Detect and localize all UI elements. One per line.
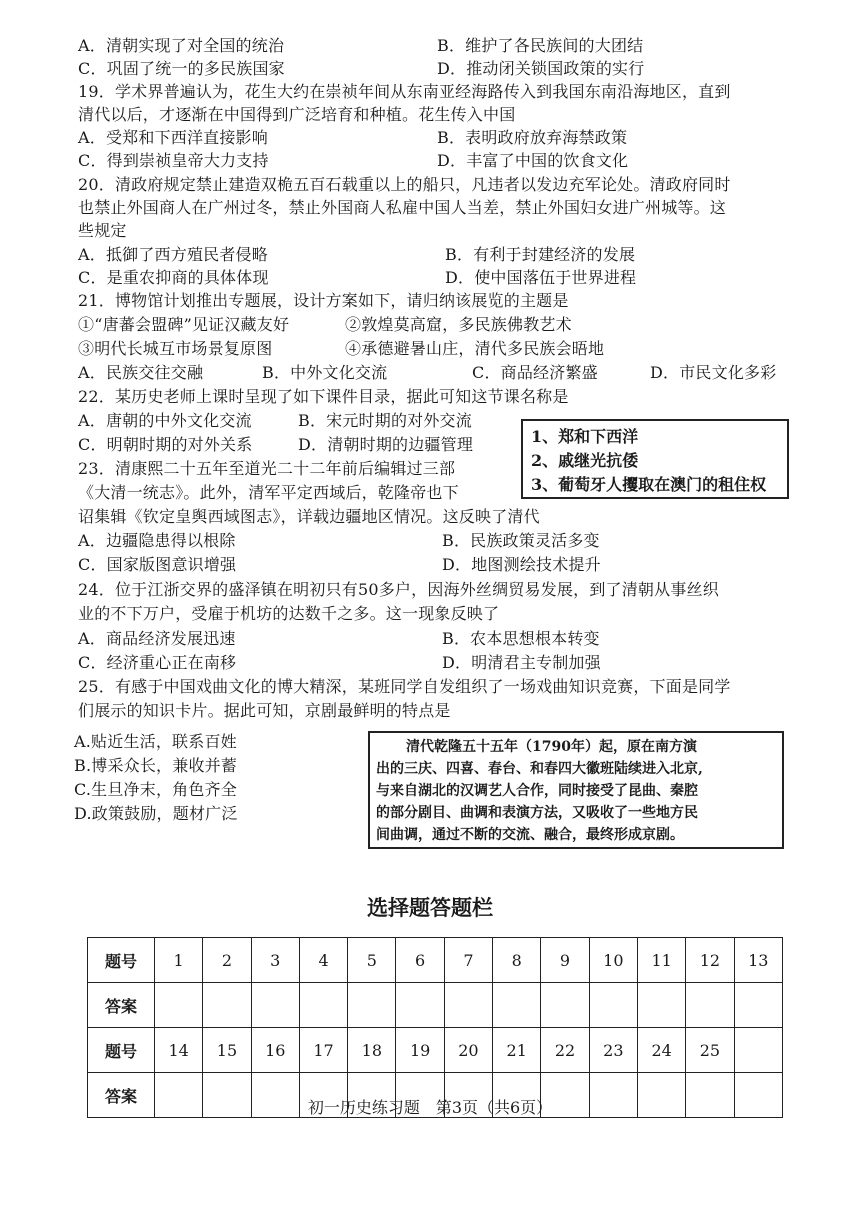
q24-stem-line1: 24．位于江浙交界的盛泽镇在明初只有50多户，因海外丝绸贸易发展，到了清朝从事丝织: [78, 580, 719, 599]
q24-option-a: A．商品经济发展迅速: [78, 629, 236, 648]
answer-cell[interactable]: [493, 983, 541, 1028]
question-number-cell: 20: [444, 1028, 492, 1073]
question-number-cell: 19: [396, 1028, 444, 1073]
q21-option-a: A．民族交往交融: [78, 363, 204, 382]
answer-cell[interactable]: [155, 983, 203, 1028]
q18-option-a: A．清朝实现了对全国的统治: [78, 36, 285, 55]
page-footer: 初一历史练习题 第3页（共6页）: [307, 1098, 553, 1117]
q22-option-b: B．宋元时期的对外交流: [298, 411, 472, 430]
q21-item-1: ①“唐蕃会盟碑”见证汉藏友好: [78, 315, 290, 334]
q23-stem-line2: 《大清一统志》。此外，清军平定西域后，乾隆帝也下: [78, 483, 459, 502]
question-number-cell: 24: [637, 1028, 685, 1073]
q20-option-c: C．是重农抑商的具体体现: [78, 268, 269, 287]
question-number-cell: 1: [155, 938, 203, 983]
question-number-cell: 5: [348, 938, 396, 983]
answer-cell[interactable]: [734, 983, 782, 1028]
q24-stem-line2: 业的不下万户，受雇于机坊的达数千之多。这一现象反映了: [78, 604, 500, 623]
answer-cell[interactable]: [541, 983, 589, 1028]
q22-option-a: A．唐朝的中外文化交流: [78, 411, 252, 430]
question-number-cell: 14: [155, 1028, 203, 1073]
q25-option-d: D.政策鼓励，题材广泛: [74, 804, 238, 823]
question-number-cell: 12: [686, 938, 734, 983]
q21-option-b: B．中外文化交流: [262, 363, 388, 382]
question-number-cell: 15: [203, 1028, 251, 1073]
answer-cell[interactable]: [444, 983, 492, 1028]
q24-option-b: B．农本思想根本转变: [442, 629, 600, 648]
q23-stem-line3: 诏集辑《钦定皇舆西域图志》，详载边疆地区情况。这反映了清代: [78, 507, 540, 526]
q21-item-4: ④承德避暑山庄，清代多民族会晤地: [345, 339, 605, 358]
question-number-cell: [734, 1028, 782, 1073]
question-number-cell: 23: [589, 1028, 637, 1073]
question-number-cell: 8: [493, 938, 541, 983]
question-number-cell: 18: [348, 1028, 396, 1073]
question-number-cell: 9: [541, 938, 589, 983]
q21-option-d: D．市民文化多彩: [650, 363, 777, 382]
q20-stem-line2: 也禁止外国商人在广州过冬，禁止外国商人私雇中国人当差，禁止外国妇女进广州城等。这: [78, 198, 727, 217]
q22-outline-item-2: 2、戚继光抗倭: [531, 451, 639, 470]
question-number-cell: 17: [299, 1028, 347, 1073]
q21-stem: 21．博物馆计划推出专题展，设计方案如下，请归纳该展览的主题是: [78, 291, 569, 310]
q25-stem-line1: 25．有感于中国戏曲文化的博大精深，某班同学自发组织了一场戏曲知识竞赛，下面是同学: [78, 677, 731, 696]
q20-stem-line3: 些规定: [78, 221, 127, 240]
answer-cell[interactable]: [251, 983, 299, 1028]
q21-item-3: ③明代长城互市场景复原图: [78, 339, 273, 358]
question-number-cell: 13: [734, 938, 782, 983]
answer-cell[interactable]: [299, 983, 347, 1028]
q25-option-b: B.博采众长，兼收并蓄: [74, 756, 238, 775]
answer-label-cell: 答案: [88, 1073, 155, 1118]
q25-card-line-3: 与来自湖北的汉调艺人合作，同时接受了昆曲、秦腔: [376, 783, 698, 799]
q25-card-line-1: 清代乾隆五十五年（1790年）起，原在南方演: [406, 739, 697, 755]
q20-stem-line1: 20．清政府规定禁止建造双桅五百石载重以上的船只，凡违者以发边充军论处。清政府同时: [78, 175, 731, 194]
q24-option-d: D．明清君主专制加强: [442, 653, 601, 672]
q19-stem-line1: 19．学术界普遍认为，花生大约在崇祯年间从东南亚经海路传入到我国东南沿海地区，直到: [78, 82, 731, 101]
question-number-cell: 4: [299, 938, 347, 983]
table-row: [88, 938, 783, 983]
q25-knowledge-card: [368, 731, 784, 849]
question-number-cell: 11: [637, 938, 685, 983]
q25-option-c: C.生旦净末，角色齐全: [74, 780, 237, 799]
question-number-cell: 3: [251, 938, 299, 983]
question-number-cell: 25: [686, 1028, 734, 1073]
answer-table: [87, 937, 783, 1118]
answer-cell[interactable]: [589, 983, 637, 1028]
q23-option-d: D．地图测绘技术提升: [442, 555, 601, 574]
q23-stem-line1: 23．清康熙二十五年至道光二十二年前后编辑过三部: [78, 459, 456, 478]
q21-option-c: C．商品经济繁盛: [472, 363, 598, 382]
question-number-cell: 22: [541, 1028, 589, 1073]
answer-cell[interactable]: [203, 983, 251, 1028]
answer-cell[interactable]: [686, 983, 734, 1028]
q22-courseware-outline-box: [521, 419, 789, 499]
q22-outline-item-3: 3、葡萄牙人攫取在澳门的租住权: [531, 475, 767, 494]
answer-label-cell: 答案: [88, 983, 155, 1028]
q19-option-d: D．丰富了中国的饮食文化: [437, 151, 629, 170]
q23-option-c: C．国家版图意识增强: [78, 555, 237, 574]
q18-option-c: C．巩固了统一的多民族国家: [78, 59, 285, 78]
q18-option-d: D．推动闭关锁国政策的实行: [437, 59, 645, 78]
q20-option-b: B．有利于封建经济的发展: [445, 245, 636, 264]
table-row: [88, 983, 783, 1028]
q20-option-a: A．抵御了西方殖民者侵略: [78, 245, 268, 264]
number-label-cell: 题号: [88, 938, 155, 983]
q22-outline-item-1: 1、郑和下西洋: [531, 427, 639, 446]
q24-option-c: C．经济重心正在南移: [78, 653, 237, 672]
table-row: [88, 1028, 783, 1073]
question-number-cell: 10: [589, 938, 637, 983]
answer-cell[interactable]: [396, 983, 444, 1028]
q25-card-line-4: 的部分剧目、曲调和表演方法，又吸收了一些地方民: [376, 805, 698, 821]
question-number-cell: 6: [396, 938, 444, 983]
q19-option-b: B．表明政府放弃海禁政策: [437, 128, 628, 147]
q22-stem: 22．某历史老师上课时呈现了如下课件目录，据此可知这节课名称是: [78, 387, 569, 406]
question-number-cell: 7: [444, 938, 492, 983]
question-number-cell: 21: [493, 1028, 541, 1073]
answer-sheet-title: 选择题答题栏: [367, 896, 493, 920]
number-label-cell: 题号: [88, 1028, 155, 1073]
q19-stem-line2: 清代以后，才逐渐在中国得到广泛培育和种植。花生传入中国: [78, 105, 516, 124]
q25-option-a: A.贴近生活，联系百姓: [74, 732, 237, 751]
q19-option-c: C．得到崇祯皇帝大力支持: [78, 151, 269, 170]
question-number-cell: 16: [251, 1028, 299, 1073]
q19-option-a: A．受郑和下西洋直接影响: [78, 128, 268, 147]
q20-option-d: D．使中国落伍于世界进程: [445, 268, 637, 287]
question-number-cell: 2: [203, 938, 251, 983]
q25-card-line-2: 出的三庆、四喜、春台、和春四大徽班陆续进入北京,: [376, 761, 703, 777]
q25-card-line-5: 间曲调，通过不断的交流、融合，最终形成京剧。: [376, 827, 684, 843]
q23-option-a: A．边疆隐患得以根除: [78, 531, 236, 550]
answer-cell[interactable]: [637, 983, 685, 1028]
q18-option-b: B．维护了各民族间的大团结: [437, 36, 644, 55]
q22-option-c: C．明朝时期的对外关系: [78, 435, 253, 454]
q22-option-d: D．清朝时期的边疆管理: [298, 435, 474, 454]
q23-option-b: B．民族政策灵活多变: [442, 531, 600, 550]
q25-stem-line2: 们展示的知识卡片。据此可知，京剧最鲜明的特点是: [78, 701, 451, 720]
q21-item-2: ②敦煌莫高窟，多民族佛教艺术: [345, 315, 572, 334]
answer-cell[interactable]: [348, 983, 396, 1028]
